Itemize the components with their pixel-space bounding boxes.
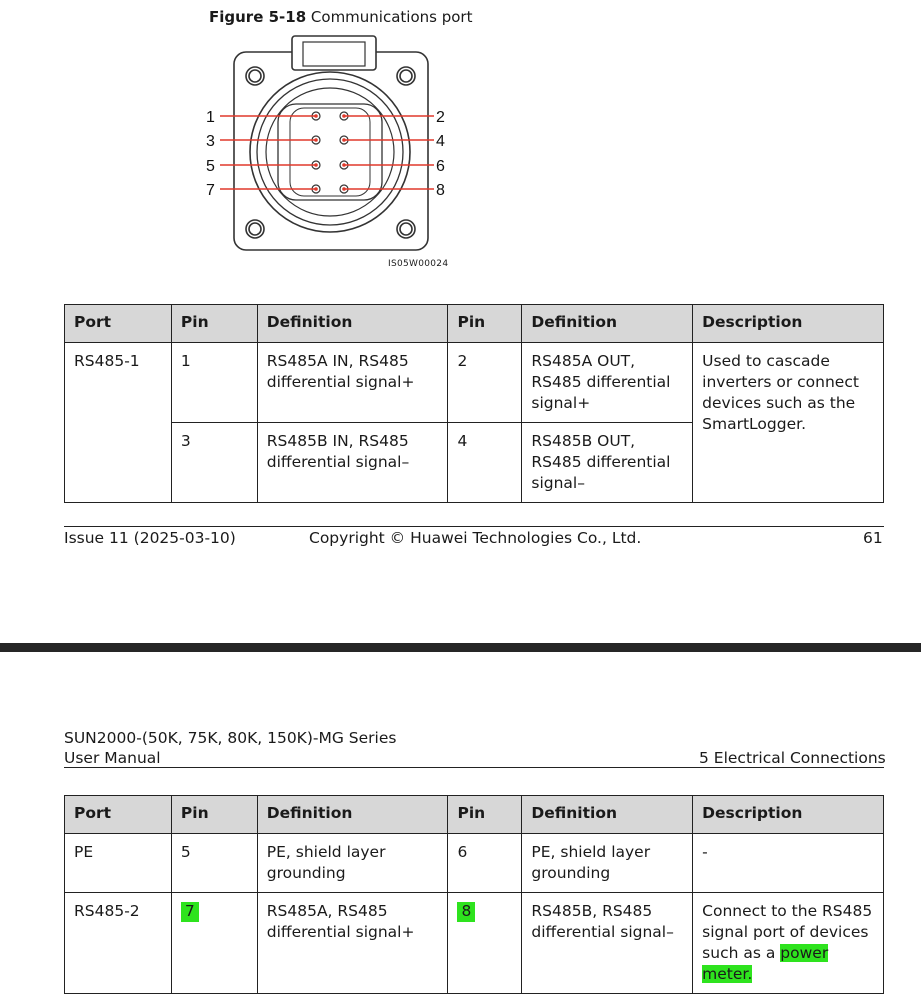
header-definition: Definition: [522, 796, 693, 834]
pin-label-3: 3: [206, 133, 215, 150]
description-cell: Used to cascade inverters or connect devices such as the SmartLogger.: [693, 343, 884, 503]
header-definition: Definition: [522, 305, 693, 343]
definition-cell: PE, shield layer grounding: [522, 834, 693, 893]
definition-cell: RS485B, RS485 differential signal–: [522, 893, 693, 994]
header-definition: Definition: [257, 796, 448, 834]
description-cell: [693, 893, 884, 994]
header-port: Port: [65, 305, 172, 343]
figure-label: Figure 5-18: [209, 8, 307, 26]
pin-cell: 6: [448, 834, 522, 893]
table-header-row: [65, 796, 884, 834]
header-description: Description: [693, 305, 884, 343]
highlighted-pin: 7: [181, 902, 199, 922]
port-cell: RS485-2: [65, 893, 172, 994]
pin-label-4: 4: [436, 133, 445, 150]
header-definition: Definition: [257, 305, 448, 343]
pin-cell: 4: [448, 423, 522, 503]
pin-label-1: 1: [206, 109, 215, 126]
pin-label-5: 5: [206, 158, 215, 175]
rs485-1-pin-table: [64, 304, 884, 503]
pin-cell: 3: [171, 423, 257, 503]
header-pin: Pin: [448, 796, 522, 834]
pin-label-8: 8: [436, 182, 445, 199]
communications-port-diagram: [200, 32, 460, 257]
figure-caption: [209, 8, 472, 26]
description-text: Connect to the RS485 signal port of devices such as a: [702, 902, 873, 962]
figure-title: Communications port: [310, 8, 473, 26]
description-cell: -: [693, 834, 884, 893]
table-header-row: [65, 305, 884, 343]
definition-cell: RS485B OUT, RS485 differential signal–: [522, 423, 693, 503]
header-pin: Pin: [171, 796, 257, 834]
footer-divider: [64, 526, 884, 527]
pin-label-2: 2: [436, 109, 445, 126]
highlighted-pin: 8: [457, 902, 475, 922]
definition-cell: RS485A, RS485 differential signal+: [257, 893, 448, 994]
pe-rs485-2-pin-table: [64, 795, 884, 994]
header-description: Description: [693, 796, 884, 834]
definition-cell: PE, shield layer grounding: [257, 834, 448, 893]
table-row: [65, 834, 884, 893]
table-row: [65, 893, 884, 994]
port-cell: RS485-1: [65, 343, 172, 503]
port-cell: PE: [65, 834, 172, 893]
header-divider: [64, 767, 884, 768]
header-port: Port: [65, 796, 172, 834]
definition-cell: RS485B IN, RS485 differential signal–: [257, 423, 448, 503]
pin-cell: 1: [171, 343, 257, 423]
footer-page-number: 61: [863, 529, 883, 547]
definition-cell: RS485A OUT, RS485 differential signal+: [522, 343, 693, 423]
footer-copyright: Copyright © Huawei Technologies Co., Ltd.: [309, 529, 642, 547]
pin-cell: 5: [171, 834, 257, 893]
pin-label-7: 7: [206, 182, 215, 199]
figure-image-id: IS05W00024: [388, 259, 449, 269]
header-manual: User Manual: [64, 749, 161, 767]
page-separator: [0, 643, 921, 652]
pin-label-6: 6: [436, 158, 445, 175]
table-row: [65, 343, 884, 423]
pin-cell: [171, 893, 257, 994]
highlighted-description-text: power meter.: [702, 944, 829, 983]
header-pin: Pin: [448, 305, 522, 343]
definition-cell: RS485A IN, RS485 differential signal+: [257, 343, 448, 423]
header-chapter: 5 Electrical Connections: [699, 749, 886, 767]
header-product: SUN2000-(50K, 75K, 80K, 150K)-MG Series: [64, 729, 397, 747]
pin-cell: 2: [448, 343, 522, 423]
header-pin: Pin: [171, 305, 257, 343]
footer-issue: Issue 11 (2025-03-10): [64, 529, 236, 547]
pin-cell: [448, 893, 522, 994]
